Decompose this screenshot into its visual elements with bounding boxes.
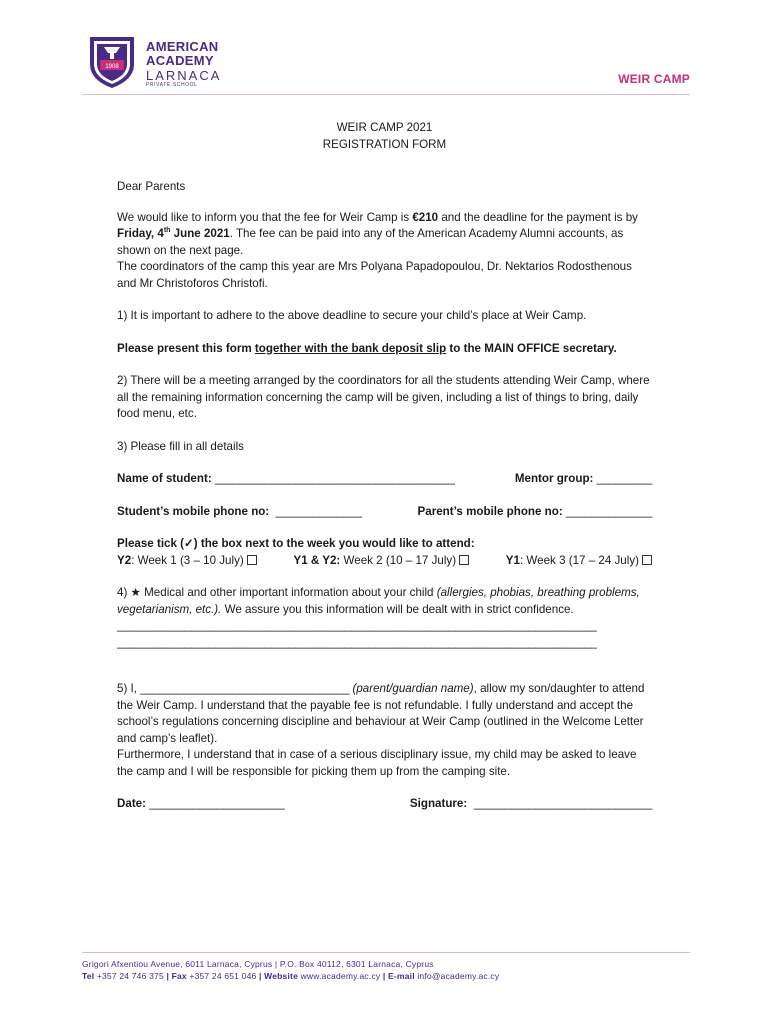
brand-line-1: AMERICAN (146, 39, 219, 54)
item-5: 5) I, __________________________________ (parent/guardian name), allow my son/daughter to attend (117, 682, 645, 695)
brand-line-4: PRIVATE SCHOOL (146, 82, 198, 88)
footer-contacts: Tel +357 24 746 375 | Fax +357 24 651 046 | Website www.academy.ac.cy | E-mail info@academy.ac.cy (82, 971, 500, 981)
signature-label: Signature: (409, 797, 468, 810)
footer-fax: +357 24 651 046 (186, 971, 260, 981)
medical-info-line-2[interactable]: ______________________________________________________________________________ (117, 635, 597, 649)
date-signature-row (117, 796, 652, 813)
item-4: 4) ★ Medical and other important information about your child (allergies, phobias, breathing problems, vegetarianism, etc.). We assure you this information will be dealt with in strict confidence. (117, 586, 640, 616)
week-options-row (117, 553, 652, 570)
school-crest-logo (82, 34, 142, 90)
form-subtitle: REGISTRATION FORM (322, 137, 447, 151)
phone-row (117, 504, 652, 521)
signature-field[interactable]: _____________________________ (473, 797, 652, 810)
week-3-option: Y1: Week 3 (17 – 24 July) (506, 553, 652, 570)
header-divider (82, 94, 690, 95)
student-phone-field[interactable]: ______________ (275, 504, 362, 518)
footer-website[interactable]: www.academy.ac.cy (298, 971, 383, 981)
fee-amount: €210 (412, 210, 439, 224)
week-3-checkbox[interactable] (642, 555, 652, 565)
week-2-option: Y1 & Y2: Week 2 (10 – 17 July) (293, 553, 469, 570)
student-name-label: Name of student: (117, 472, 212, 485)
week-1-checkbox[interactable] (247, 555, 257, 565)
date-label: Date: (117, 797, 146, 810)
parent-phone-field[interactable]: ______________ (565, 504, 652, 518)
item-5-disciplinary: Furthermore, I understand that in case of a serious disciplinary issue, my child may be asked to leave the camp and I will be responsible for picking them up from the camping site. (117, 748, 637, 778)
fee-paragraph: We would like to inform you that the fee for Weir Camp is €210 and the deadline for the payment is by Friday, 4th June 2021. The fee can be paid into any of the American Academy Alumni accounts, as shown on the next page. (117, 210, 638, 257)
coordinators-paragraph: The coordinators of the camp this year are Mrs Polyana Papadopoulou, Dr. Nektarios Rodosthenous and Mr Christoforos Christofi. (117, 260, 632, 290)
medical-info-line-1[interactable]: ______________________________________________________________________________ (117, 619, 597, 632)
footer-address: Grigori Afxentiou Avenue, 6011 Larnaca, Cyprus | P.O. Box 40112, 6301 Larnaca, Cyprus (82, 959, 434, 969)
brand-line-2: ACADEMY (146, 53, 214, 68)
header-title: WEIR CAMP (618, 72, 690, 86)
item-2: 2) There will be a meeting arranged by the coordinators for all the students attending Weir Camp, where all the remaining information concerning the camp will be given, including a list of things to bring, daily food menu, etc. (117, 374, 650, 420)
student-phone-label: Student’s mobile phone no: (117, 504, 270, 518)
deadline: Friday, 4th June 2021 (117, 227, 230, 240)
parent-phone-label: Parent’s mobile phone no: (417, 504, 563, 518)
item-1: 1) It is important to adhere to the above deadline to secure your child’s place at Weir Camp. (117, 309, 587, 322)
footer-email[interactable]: info@academy.ac.cy (414, 971, 500, 981)
week-2-checkbox[interactable] (459, 555, 469, 565)
brand-line-3: LARNACA (146, 68, 222, 83)
present-form-instruction: Please present this form together with the bank deposit slip to the MAIN OFFICE secretary. (117, 341, 617, 355)
item-3: 3) Please fill in all details (117, 439, 244, 453)
student-name-row (117, 471, 652, 488)
footer-divider (82, 952, 690, 953)
form-title: WEIR CAMP 2021 (336, 121, 433, 134)
logo-year: 1908 (105, 64, 119, 70)
tick-instruction: Please tick (✓) the box next to the week you would like to attend: (117, 537, 475, 550)
school-brand (146, 40, 221, 88)
student-name-field[interactable]: _______________________________________ (214, 472, 455, 485)
form-content (117, 120, 652, 813)
footer (82, 958, 499, 982)
mentor-group-field[interactable]: _________ (596, 472, 652, 485)
item-5-acknowledgement: the Weir Camp. I understand that the payable fee is not refundable. I fully understand and accept the school’s regulations concerning discipline and behaviour at Weir Camp (outlined in the Welcome Letter and camp’s leaflet). (117, 698, 644, 745)
footer-tel: +357 24 746 375 (94, 971, 167, 981)
week-1-option: Y2: Week 1 (3 – 10 July) (117, 553, 257, 570)
date-field[interactable]: ______________________ (149, 797, 285, 810)
checkmark-icon: ✓ (184, 537, 194, 550)
parent-name-field[interactable]: __________________________________ (140, 682, 350, 695)
mentor-group-label: Mentor group: (514, 472, 594, 485)
salutation: Dear Parents (117, 180, 186, 193)
